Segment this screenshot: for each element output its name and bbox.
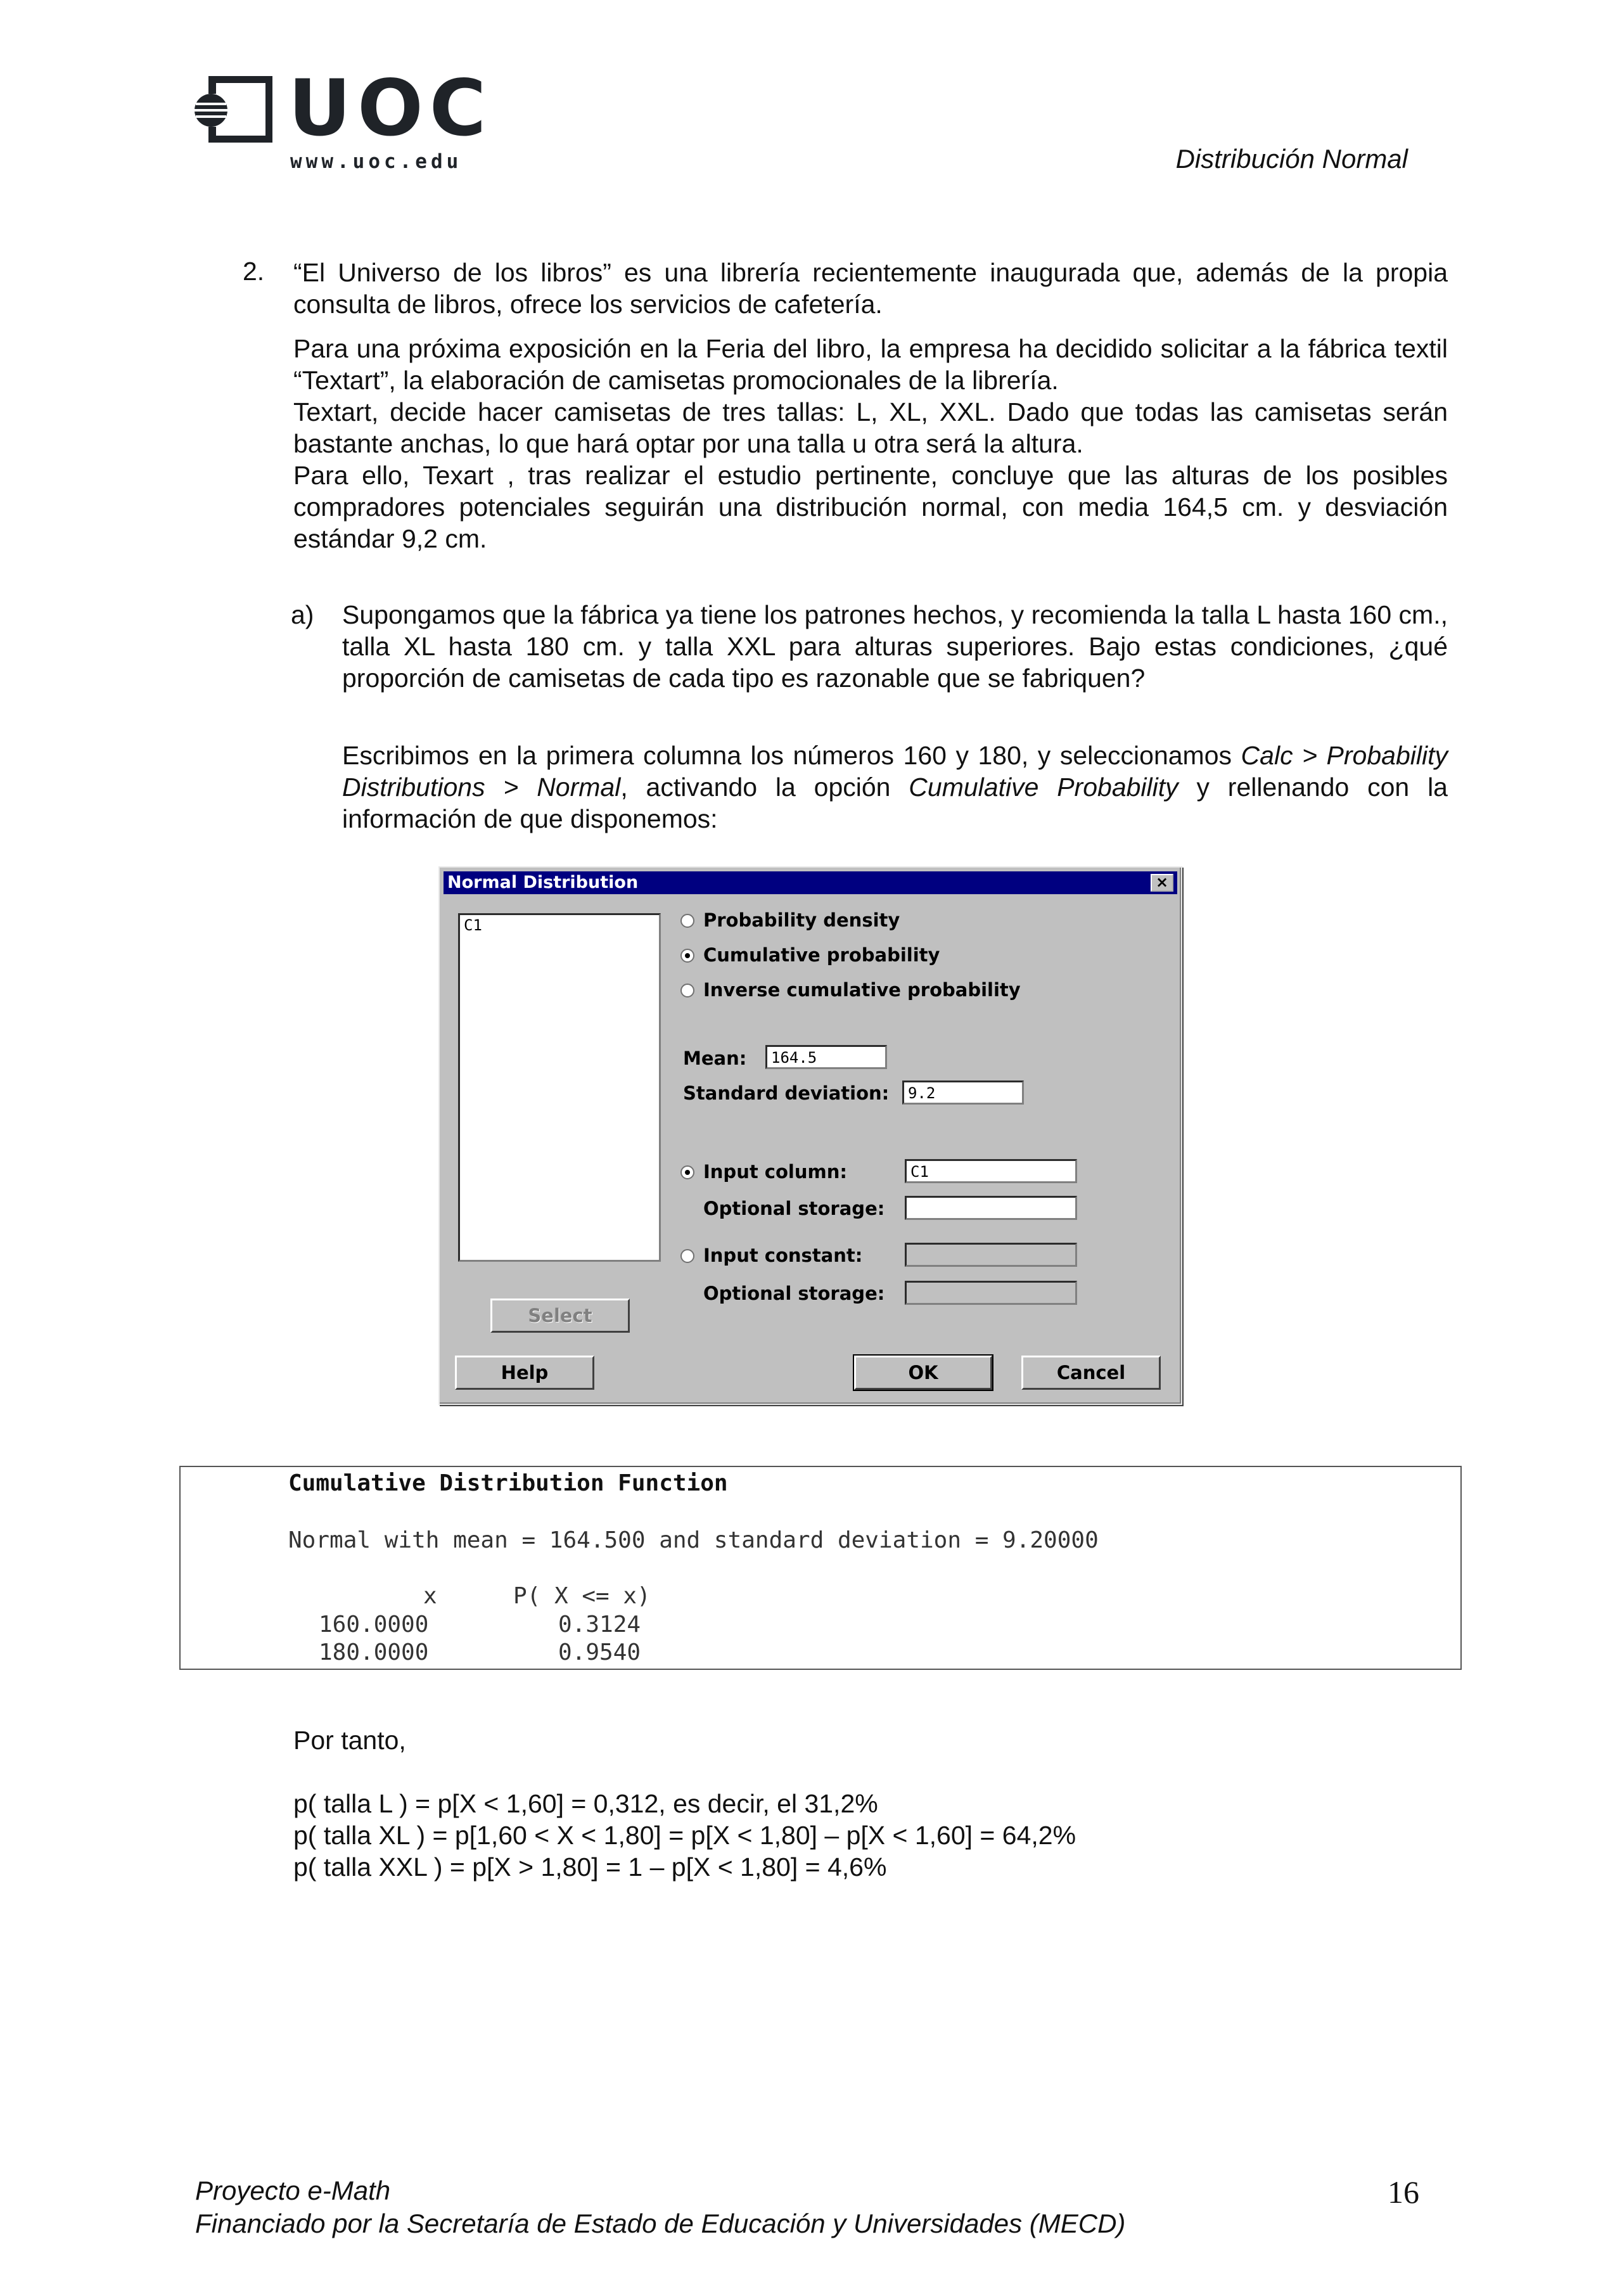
instructions-part-1: Escribimos en la primera columna los números 160 y 180, y seleccionamos (342, 741, 1241, 770)
radio-input-column[interactable] (680, 1165, 694, 1179)
radio-label-cumulative: Cumulative probability (703, 944, 940, 966)
logo-text: UOC (288, 63, 493, 153)
header-title: Distribución Normal (1175, 144, 1408, 174)
cancel-button[interactable]: Cancel (1021, 1356, 1161, 1390)
optional-storage-2-label: Optional storage: (703, 1283, 885, 1304)
mean-input[interactable]: 164.5 (765, 1045, 887, 1069)
input-column-field[interactable]: C1 (905, 1159, 1077, 1183)
optional-storage-field[interactable] (905, 1196, 1077, 1220)
result-size-xl: p( talla XL ) = p[1,60 < X < 1,80] = p[X < 1,80] – p[X < 1,60] = 64,2% (293, 1821, 1076, 1850)
result-size-l: p( talla L ) = p[X < 1,60] = 0,312, es decir, el 31,2% (293, 1789, 878, 1818)
session-output-box (179, 1466, 1462, 1670)
output-row-p: 0.3124 (558, 1612, 641, 1638)
normal-distribution-dialog (438, 866, 1182, 1405)
radio-label-density: Probability density (703, 909, 900, 931)
option-name: Cumulative Probability (909, 773, 1178, 802)
output-row-p: 0.9540 (558, 1639, 641, 1665)
exercise-paragraph-3: Para ello, Texart , tras realizar el estudio pertinente, concluye que las alturas de los posibles compradores potenciales seguirán una distribución normal, con media 164,5 cm. y desviación estándar 9,2 cm. (293, 461, 1448, 553)
footer-project: Proyecto e-Math (195, 2176, 391, 2205)
help-button[interactable]: Help (455, 1356, 594, 1390)
radio-input-constant[interactable] (680, 1249, 694, 1263)
menu-path: Calc > Probability Distributions > Normal (342, 741, 1448, 802)
instructions-part-2: , activando la opción (620, 773, 909, 802)
exercise-paragraph-2: Textart, decide hacer camisetas de tres tallas: L, XL, XXL. Dado que todas las camisetas serán bastante anchas, lo que hará optar por una talla u otra será la altura. (293, 397, 1448, 458)
question-a-text: Supongamos que la fábrica ya tiene los patrones hechos, y recomienda la talla L hasta 160 cm., talla XL hasta 180 cm. y talla XXL para alturas superiores. Bajo estas condiciones, ¿qué proporción de camisetas de cada tipo es razonable que se fabriquen? (342, 600, 1448, 693)
result-size-xxl: p( talla XXL ) = p[X > 1,80] = 1 – p[X < 1,80] = 4,6% (293, 1852, 887, 1882)
sd-input[interactable]: 9.2 (902, 1081, 1024, 1105)
page-number: 16 (1388, 2174, 1419, 2210)
instructions (342, 740, 1448, 835)
exercise-intro: “El Universo de los libros” es una librería recientemente inaugurada que, además de la propia consulta de libros, ofrece los servicios de cafetería. (293, 258, 1448, 319)
output-row-x: 160.0000 (319, 1612, 429, 1638)
input-constant-label: Input constant: (703, 1245, 863, 1266)
radio-label-inverse: Inverse cumulative probability (703, 979, 1021, 1001)
output-heading: Cumulative Distribution Function (288, 1470, 728, 1496)
exercise-number: 2. (243, 257, 265, 286)
footer-funding: Financiado por la Secretaría de Estado de Educación y Universidades (MECD) (195, 2209, 1126, 2238)
ok-button[interactable]: OK (854, 1356, 992, 1390)
optional-storage-label: Optional storage: (703, 1198, 885, 1219)
column-listbox[interactable] (458, 913, 661, 1262)
output-subtitle: Normal with mean = 164.500 and standard deviation = 9.20000 (288, 1527, 1099, 1553)
mean-label: Mean: (683, 1048, 747, 1069)
select-button[interactable]: Select (490, 1299, 630, 1333)
dialog-titlebar (444, 871, 1177, 894)
uoc-logo-icon (193, 76, 272, 143)
dialog-title: Normal Distribution (447, 873, 639, 892)
close-icon[interactable]: × (1151, 874, 1173, 892)
output-col-x: x (423, 1583, 437, 1609)
instructions-part-3: y rellenando con la información de que disponemos: (342, 773, 1448, 833)
radio-cumulative-probability[interactable] (680, 949, 694, 963)
sd-label: Standard deviation: (683, 1082, 890, 1104)
input-column-label: Input column: (703, 1161, 847, 1183)
list-item[interactable]: C1 (464, 916, 482, 934)
logo-url: www.uoc.edu (290, 150, 463, 173)
radio-probability-density[interactable] (680, 914, 694, 928)
output-col-p: P( X <= x) (513, 1583, 651, 1609)
input-constant-field[interactable] (905, 1243, 1077, 1267)
optional-storage-2-field[interactable] (905, 1281, 1077, 1305)
conclusion-lead: Por tanto, (293, 1726, 406, 1755)
exercise-paragraph-1: Para una próxima exposición en la Feria del libro, la empresa ha decidido solicitar a la fábrica textil “Textart”, la elaboración de camisetas promocionales de la librería. (293, 334, 1448, 395)
question-a-label: a) (291, 600, 314, 629)
output-row-x: 180.0000 (319, 1639, 429, 1665)
radio-inverse-cumulative[interactable] (680, 984, 694, 997)
